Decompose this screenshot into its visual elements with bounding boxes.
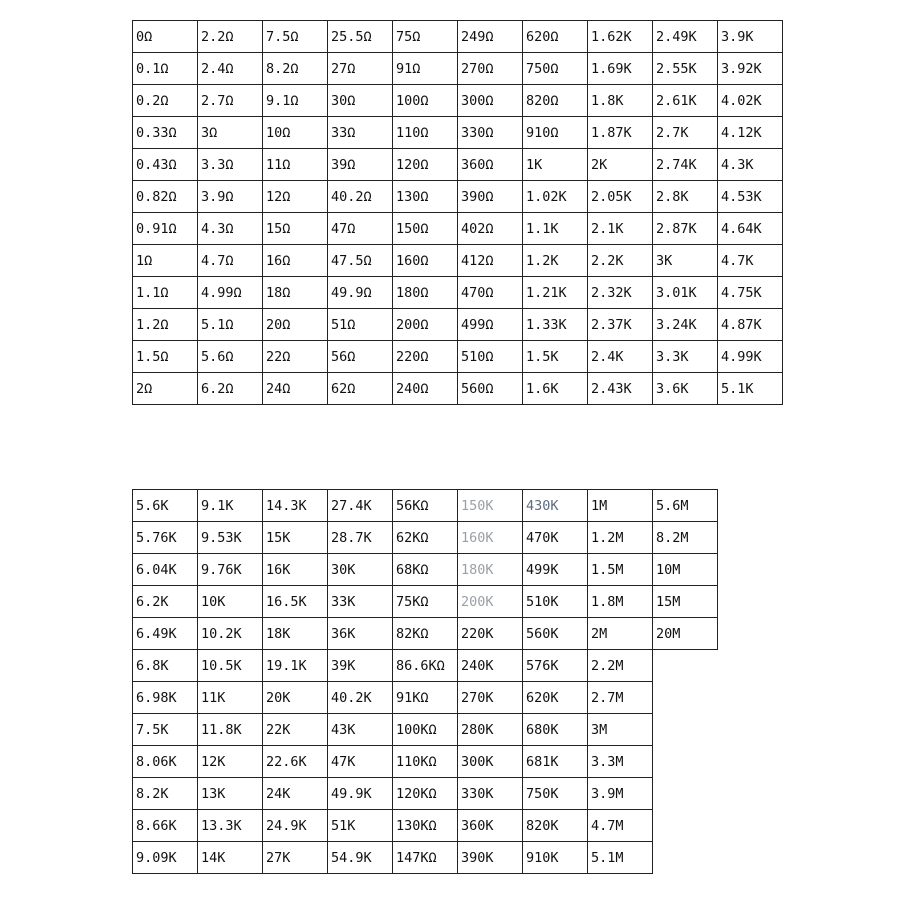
table-cell: 62Ω <box>328 373 393 405</box>
table-cell: 130KΩ <box>393 810 458 842</box>
table-cell: 5.1M <box>588 842 653 874</box>
table-row <box>133 181 783 213</box>
table-cell: 51Ω <box>328 309 393 341</box>
table-row <box>133 53 783 85</box>
table-cell: 14.3K <box>263 490 328 522</box>
table-cell: 147KΩ <box>393 842 458 874</box>
table-cell: 36K <box>328 618 393 650</box>
table-cell: 3.24K <box>653 309 718 341</box>
table-cell: 1.8K <box>588 85 653 117</box>
table-cell: 1.5Ω <box>133 341 198 373</box>
table-cell: 82KΩ <box>393 618 458 650</box>
table-row <box>133 554 718 586</box>
table-cell: 4.7M <box>588 810 653 842</box>
table-cell: 0.1Ω <box>133 53 198 85</box>
table-cell: 25.5Ω <box>328 21 393 53</box>
table-cell <box>653 682 718 714</box>
table-cell: 0Ω <box>133 21 198 53</box>
table-cell: 412Ω <box>458 245 523 277</box>
table-cell: 4.99Ω <box>198 277 263 309</box>
table-cell: 470Ω <box>458 277 523 309</box>
table-cell: 4.3Ω <box>198 213 263 245</box>
table-cell: 1.5M <box>588 554 653 586</box>
table-cell: 9.09K <box>133 842 198 874</box>
table-cell: 1.5K <box>523 341 588 373</box>
table-row <box>133 490 718 522</box>
table-cell: 8.06K <box>133 746 198 778</box>
table-cell: 12K <box>198 746 263 778</box>
table-cell: 560Ω <box>458 373 523 405</box>
table-cell: 1.1Ω <box>133 277 198 309</box>
table-cell: 576K <box>523 650 588 682</box>
table-row <box>133 746 718 778</box>
table-cell: 30K <box>328 554 393 586</box>
table-cell: 9.76K <box>198 554 263 586</box>
table-cell: 5.76K <box>133 522 198 554</box>
table-cell: 200Ω <box>393 309 458 341</box>
table-cell: 110Ω <box>393 117 458 149</box>
table-cell: 390Ω <box>458 181 523 213</box>
table-cell: 390K <box>458 842 523 874</box>
table-cell: 2.32K <box>588 277 653 309</box>
table-cell: 1.6K <box>523 373 588 405</box>
table-cell <box>653 746 718 778</box>
table-cell: 1.2M <box>588 522 653 554</box>
table-cell: 2.74K <box>653 149 718 181</box>
table-cell: 13.3K <box>198 810 263 842</box>
table-cell: 1.87K <box>588 117 653 149</box>
table-cell: 68KΩ <box>393 554 458 586</box>
table-row <box>133 213 783 245</box>
table-cell: 24Ω <box>263 373 328 405</box>
table-cell: 280K <box>458 714 523 746</box>
table-cell: 499Ω <box>458 309 523 341</box>
table-cell: 910Ω <box>523 117 588 149</box>
table-cell: 40.2K <box>328 682 393 714</box>
table-cell: 300Ω <box>458 85 523 117</box>
table-cell: 249Ω <box>458 21 523 53</box>
table-cell: 1Ω <box>133 245 198 277</box>
table-cell <box>653 778 718 810</box>
table-row <box>133 618 718 650</box>
table-cell: 680K <box>523 714 588 746</box>
table-cell: 3.3Ω <box>198 149 263 181</box>
table-cell: 1.8M <box>588 586 653 618</box>
table-cell: 330K <box>458 778 523 810</box>
table-cell: 180K <box>458 554 523 586</box>
table-cell: 3.3M <box>588 746 653 778</box>
table-cell: 2.4Ω <box>198 53 263 85</box>
table-row <box>133 714 718 746</box>
table-cell: 3.6K <box>653 373 718 405</box>
table-cell: 6.49K <box>133 618 198 650</box>
table-cell: 240Ω <box>393 373 458 405</box>
table-row <box>133 650 718 682</box>
table-cell: 4.87K <box>718 309 783 341</box>
table-cell: 16.5K <box>263 586 328 618</box>
table-cell: 4.12K <box>718 117 783 149</box>
table-cell: 33Ω <box>328 117 393 149</box>
table-cell: 4.3K <box>718 149 783 181</box>
table-cell: 12Ω <box>263 181 328 213</box>
table-cell: 22K <box>263 714 328 746</box>
table-cell: 681K <box>523 746 588 778</box>
table-row <box>133 309 783 341</box>
table-row <box>133 842 718 874</box>
table-cell: 75Ω <box>393 21 458 53</box>
table-cell: 10.5K <box>198 650 263 682</box>
table-cell: 2.55K <box>653 53 718 85</box>
table-cell: 62KΩ <box>393 522 458 554</box>
table-cell: 0.43Ω <box>133 149 198 181</box>
table-cell: 160K <box>458 522 523 554</box>
table-cell: 3K <box>653 245 718 277</box>
table-cell: 130Ω <box>393 181 458 213</box>
table-cell: 91KΩ <box>393 682 458 714</box>
table-cell: 86.6KΩ <box>393 650 458 682</box>
table-cell: 39K <box>328 650 393 682</box>
table-cell: 270Ω <box>458 53 523 85</box>
table-cell: 3Ω <box>198 117 263 149</box>
table-cell: 200K <box>458 586 523 618</box>
table-cell: 100KΩ <box>393 714 458 746</box>
table-cell: 8.2Ω <box>263 53 328 85</box>
table-cell: 4.99K <box>718 341 783 373</box>
table-cell <box>653 714 718 746</box>
table-cell: 1M <box>588 490 653 522</box>
table-cell: 5.6M <box>653 490 718 522</box>
table-cell: 220K <box>458 618 523 650</box>
table-row <box>133 85 783 117</box>
table-cell: 2M <box>588 618 653 650</box>
table-cell: 1.02K <box>523 181 588 213</box>
table-cell: 620K <box>523 682 588 714</box>
table-cell: 180Ω <box>393 277 458 309</box>
table-cell: 110KΩ <box>393 746 458 778</box>
table-cell: 49.9K <box>328 778 393 810</box>
table-cell: 160Ω <box>393 245 458 277</box>
table-cell: 3.92K <box>718 53 783 85</box>
table-cell: 220Ω <box>393 341 458 373</box>
table-cell: 49.9Ω <box>328 277 393 309</box>
table-cell: 11.8K <box>198 714 263 746</box>
table-cell: 91Ω <box>393 53 458 85</box>
table-row <box>133 149 783 181</box>
table-cell: 56KΩ <box>393 490 458 522</box>
table-cell: 10K <box>198 586 263 618</box>
table-cell: 240K <box>458 650 523 682</box>
table-cell: 47.5Ω <box>328 245 393 277</box>
table-cell: 6.98K <box>133 682 198 714</box>
table-cell: 120KΩ <box>393 778 458 810</box>
table-cell: 28.7K <box>328 522 393 554</box>
table-row <box>133 810 718 842</box>
table-row <box>133 21 783 53</box>
table-cell: 1.2Ω <box>133 309 198 341</box>
table-cell: 6.2K <box>133 586 198 618</box>
table-cell: 2Ω <box>133 373 198 405</box>
table-cell: 4.75K <box>718 277 783 309</box>
table-cell: 27K <box>263 842 328 874</box>
table-cell: 510K <box>523 586 588 618</box>
table-cell: 430K <box>523 490 588 522</box>
table-cell: 11Ω <box>263 149 328 181</box>
table-cell: 8.2M <box>653 522 718 554</box>
table-cell: 24.9K <box>263 810 328 842</box>
table-cell: 0.82Ω <box>133 181 198 213</box>
resistor-values-table-2 <box>132 489 718 874</box>
table-cell: 15Ω <box>263 213 328 245</box>
table-row <box>133 373 783 405</box>
table-cell: 910K <box>523 842 588 874</box>
table-cell: 43K <box>328 714 393 746</box>
table-cell: 2.87K <box>653 213 718 245</box>
table-cell: 2.1K <box>588 213 653 245</box>
table-cell: 16Ω <box>263 245 328 277</box>
table-cell: 3.9M <box>588 778 653 810</box>
table-cell: 2.05K <box>588 181 653 213</box>
table-cell: 3.9Ω <box>198 181 263 213</box>
table-cell <box>653 842 718 874</box>
table-cell: 2.61K <box>653 85 718 117</box>
table-cell: 75KΩ <box>393 586 458 618</box>
table-cell: 2K <box>588 149 653 181</box>
table-cell: 39Ω <box>328 149 393 181</box>
table-cell: 150K <box>458 490 523 522</box>
table-cell: 20Ω <box>263 309 328 341</box>
table-cell: 19.1K <box>263 650 328 682</box>
table-cell: 18Ω <box>263 277 328 309</box>
table-cell: 1.69K <box>588 53 653 85</box>
table-cell: 5.6K <box>133 490 198 522</box>
table-cell: 2.7Ω <box>198 85 263 117</box>
table-cell: 750Ω <box>523 53 588 85</box>
table-cell: 2.4K <box>588 341 653 373</box>
table-row <box>133 117 783 149</box>
table-cell: 27Ω <box>328 53 393 85</box>
table-cell: 470K <box>523 522 588 554</box>
table-cell: 7.5Ω <box>263 21 328 53</box>
table-cell: 18K <box>263 618 328 650</box>
resistor-values-table-1 <box>132 20 783 405</box>
table-cell: 20K <box>263 682 328 714</box>
table-row <box>133 778 718 810</box>
table-cell: 499K <box>523 554 588 586</box>
table-cell: 2.2K <box>588 245 653 277</box>
table-cell: 9.1K <box>198 490 263 522</box>
table-cell: 0.2Ω <box>133 85 198 117</box>
table-cell: 2.8K <box>653 181 718 213</box>
table-cell: 0.91Ω <box>133 213 198 245</box>
table-row <box>133 682 718 714</box>
table-cell: 100Ω <box>393 85 458 117</box>
table-cell: 1.21K <box>523 277 588 309</box>
table-cell: 8.2K <box>133 778 198 810</box>
table-cell: 620Ω <box>523 21 588 53</box>
table-cell: 2.7K <box>653 117 718 149</box>
table-cell: 360Ω <box>458 149 523 181</box>
table-cell: 10.2K <box>198 618 263 650</box>
table-cell: 1K <box>523 149 588 181</box>
table-cell: 10Ω <box>263 117 328 149</box>
table-cell: 2.2M <box>588 650 653 682</box>
table-cell: 9.1Ω <box>263 85 328 117</box>
table-cell: 820K <box>523 810 588 842</box>
table-cell: 30Ω <box>328 85 393 117</box>
table-cell: 402Ω <box>458 213 523 245</box>
table-cell: 24K <box>263 778 328 810</box>
table-cell: 3M <box>588 714 653 746</box>
table-cell: 4.53K <box>718 181 783 213</box>
table-cell: 47Ω <box>328 213 393 245</box>
table-cell: 4.7Ω <box>198 245 263 277</box>
table-cell: 47K <box>328 746 393 778</box>
table-cell: 820Ω <box>523 85 588 117</box>
table-cell: 150Ω <box>393 213 458 245</box>
table-row <box>133 277 783 309</box>
table-cell: 7.5K <box>133 714 198 746</box>
table-cell: 120Ω <box>393 149 458 181</box>
table-cell: 0.33Ω <box>133 117 198 149</box>
table-cell: 5.1K <box>718 373 783 405</box>
table-cell: 11K <box>198 682 263 714</box>
table-cell: 5.1Ω <box>198 309 263 341</box>
table-cell: 360K <box>458 810 523 842</box>
table-cell: 13K <box>198 778 263 810</box>
table-cell: 510Ω <box>458 341 523 373</box>
table-cell: 6.8K <box>133 650 198 682</box>
table-cell: 330Ω <box>458 117 523 149</box>
table-cell: 3.3K <box>653 341 718 373</box>
table-cell: 6.2Ω <box>198 373 263 405</box>
table-cell: 750K <box>523 778 588 810</box>
table-cell: 27.4K <box>328 490 393 522</box>
table-cell: 560K <box>523 618 588 650</box>
table-cell: 8.66K <box>133 810 198 842</box>
table-row <box>133 341 783 373</box>
table-row <box>133 522 718 554</box>
table-cell: 2.2Ω <box>198 21 263 53</box>
table-row <box>133 245 783 277</box>
table-cell: 51K <box>328 810 393 842</box>
table-cell: 15K <box>263 522 328 554</box>
table-cell: 2.7M <box>588 682 653 714</box>
table-cell: 4.64K <box>718 213 783 245</box>
table-cell: 4.02K <box>718 85 783 117</box>
table-cell: 10M <box>653 554 718 586</box>
table-cell: 270K <box>458 682 523 714</box>
table-cell: 6.04K <box>133 554 198 586</box>
table-cell: 22.6K <box>263 746 328 778</box>
table-cell: 3.9K <box>718 21 783 53</box>
table-cell: 2.43K <box>588 373 653 405</box>
table-cell: 40.2Ω <box>328 181 393 213</box>
table-cell: 1.33K <box>523 309 588 341</box>
table-cell: 5.6Ω <box>198 341 263 373</box>
table-cell: 2.37K <box>588 309 653 341</box>
table-cell <box>653 810 718 842</box>
table-cell: 4.7K <box>718 245 783 277</box>
table-cell: 20M <box>653 618 718 650</box>
table-cell: 22Ω <box>263 341 328 373</box>
table-cell: 300K <box>458 746 523 778</box>
table-cell: 1.1K <box>523 213 588 245</box>
table-cell: 54.9K <box>328 842 393 874</box>
table-row <box>133 586 718 618</box>
table-cell: 14K <box>198 842 263 874</box>
table-cell: 3.01K <box>653 277 718 309</box>
table-cell: 1.2K <box>523 245 588 277</box>
table-cell: 33K <box>328 586 393 618</box>
table-cell: 2.49K <box>653 21 718 53</box>
table-cell: 1.62K <box>588 21 653 53</box>
table-cell: 9.53K <box>198 522 263 554</box>
table-cell: 15M <box>653 586 718 618</box>
table-cell: 56Ω <box>328 341 393 373</box>
table-cell: 16K <box>263 554 328 586</box>
table-cell <box>653 650 718 682</box>
